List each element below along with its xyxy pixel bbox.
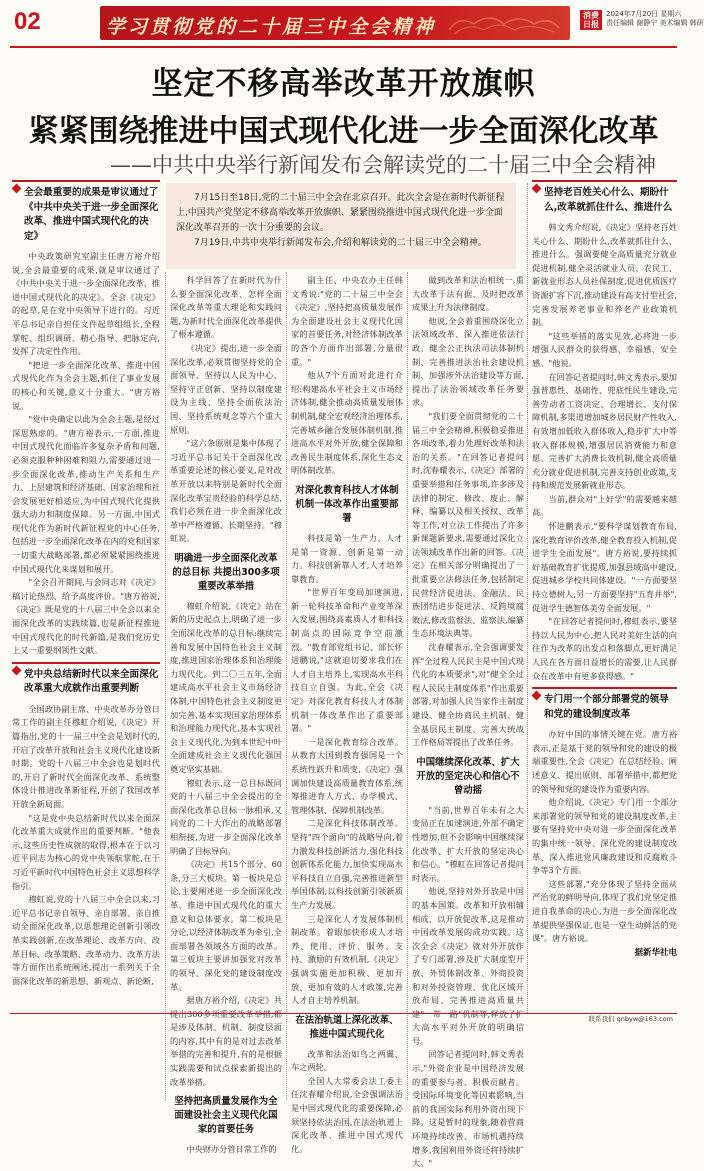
- body-paragraph: 怀进鹏表示,"要科学谋划教育布局,深化教育评价改革,健全教育投入机制,促进学生全面发展"。唐方裕说,要持续抓好基础教育扩优提质,加强县域高中建设,促进城乡学校共同体建设。"一方面要坚持立德树人,另一方面要坚持"五育并举",促进学生德智体美劳全面发展。": [532, 521, 677, 613]
- body-paragraph: 韩文秀介绍说,《决定》坚持老百姓关心什么、期盼什么,改革就抓住什么、推进什么。强调要健全高质量充分就业促进机制,健全灵活就业人员、农民工、新就业形态人员社保制度,促进优质医疗资源扩容下沉,推动建设有高支付型社会,完善发展养老事业和养老产业政策机制。: [532, 222, 677, 328]
- section-heading: 在法治轨道上深化改革、推进中国式现代化: [295, 1014, 399, 1040]
- body-paragraph: 中央财办分管日常工作的: [186, 1144, 277, 1155]
- headline-subtitle: [110, 149, 680, 179]
- column-divider: [407, 272, 408, 1100]
- body-paragraph: 回答记者提问时,韩文秀表示,"外资企业是中国经济发展的重要参与者、积极贡献者。受国际环境变化等因素影响,当前的我国实际利用外资出现下降。这是暂时的现象,随着营商环境持续改善、市场机遇持续增多,我国利用外资还将持续扩大。": [412, 1049, 524, 1169]
- issue-editors: 责任编辑 谢静宁 美术编辑 韩研: [606, 19, 704, 27]
- body-paragraph: 办好中国的事情关键在党。唐方裕表示,正是基于党的领导和党的建设的极端重要性,全会《决定》在总结经验、阐述意义、提出原则、部署举措中,都把党的领导和党的建设作为重要内容。: [532, 729, 677, 794]
- body-paragraph: "把进一步全面深化改革、推进中国式现代化作为全会主题,抓住了事业发展的核心和关键,意义十分重大。"唐方裕说。: [12, 359, 160, 411]
- section-heading: 对深化教育科技人才体制机制一体改革作出重要部署: [295, 484, 399, 524]
- page-number: 02: [14, 8, 41, 35]
- newspaper-logo-text: 消费日报: [583, 11, 599, 29]
- column-divider: [527, 183, 528, 1013]
- body-paragraph: 他说,坚持对外开放是中国的基本国策。改革和开放相辅相成、以开放促改革,这是推动中国改革发展的成功实践。这次全会《决定》就对外开放作了专门部署,涉及扩大制度型开放、外贸体制改革、外商投资和对外投资管理、优化区域开放布局、完善推进高质量共建"一带一路"机制等,释放了扩大高水平对外开放的明确信号。: [412, 886, 524, 1046]
- body-paragraph: 副主任、中央农办主任韩文秀说:"党的二十届三中全会《决定》,坚持把高质量发展作为全面建设社会主义现代化国家的首要任务,对经济体制改革的各个方面作出部署,分量很重。": [291, 275, 403, 367]
- section-heading: 明确进一步全面深化改革的总目标 共提出300多项重要改革举措: [172, 552, 280, 592]
- page-header: [0, 0, 704, 46]
- body-paragraph: 穆虹表示,这一总目标既同党的十八届三中全会提出的全面深化改革总目标一脉相承,又同党的二十大作出的战略部署相衔接,为进一步全面深化改革明确了目标导向。: [170, 777, 282, 856]
- issue-date: 2024年7月20日 星期六: [606, 10, 682, 18]
- body-paragraph: 全国人大常委会法工委主任沈春耀介绍说,全会强调法治是中国式现代化的重要保障,必须坚持依法治国,在法治轨道上深化改革、推进中国式现代化。: [291, 1075, 403, 1154]
- cloud-ornament-icon: [444, 10, 564, 36]
- body-paragraph: 他从7个方面对此进行介绍:构建高水平社会主义市场经济体制,健全推动高质量发展体制机制,健全宏观经济治理体系,完善城乡融合发展体制机制,推进高水平对外开放,健全保障和改善民生制度体系,深化生态文明体制改革。: [291, 370, 403, 476]
- body-paragraph: "这是党中央总结新时代以来全面深化改革重大成就作出的重要判断。"他表示,这些历史性成就的取得,根本在于以习近平同志为核心的党中央领航掌舵,在于习近平新时代中国特色社会主义思想科学指引。: [12, 812, 160, 891]
- body-paragraph: 科技是第一生产力、人才是第一资源、创新是第一动力。科技创新靠人才,人才培养靠教育。: [291, 532, 403, 584]
- body-paragraph: 他介绍说,《决定》专门用一个部分来部署党的领导和党的建设制度改革,主要有坚持党中央对进一步全面深化改革的集中统一领导、深化党的建设制度改革、深入推进党风廉政建设和反腐败斗争等3个方面。: [532, 797, 677, 876]
- footer-divider: [10, 1013, 677, 1014]
- body-paragraph: 当前,群众对"上好学"的需要越来越高。: [532, 493, 677, 518]
- body-paragraph: 二是深化科技体制改革。坚持"四个面向"的战略导向,着力激发科技创新活力,强化科技创新体系化能力,加快实现高水平科技自立自强,完善推进新型举国体制,以科技创新引领新质生产力发展。: [291, 818, 403, 910]
- intro-box: [166, 183, 516, 269]
- body-paragraph: "当前,世界百年未有之大变局正在加速演进,外部不确定性增加,但不会影响中国继续深化改革、扩大开放的坚定决心和信心。"穆虹在回答记者提问时表示。: [412, 804, 524, 883]
- body-paragraph: 这些部署,"充分体现了坚持全面从严治党的鲜明导向,体现了我们党坚定推进自我革命的决心,为进一步全面深化改革提供坚强保证,也是一堂生动鲜活的党课"。唐方裕说。: [532, 878, 677, 944]
- column-divider: [165, 272, 166, 1100]
- body-paragraph: "全会召开期间,与会同志对《决定》稿讨论热烈、给予高度评价。"唐方裕说,《决定》既是党的十八届三中全会以来全面深化改革的实践续篇,也是新征程推进中国式现代化的时代新篇,是我们党历史上又一重要纲领性文献。: [12, 577, 160, 656]
- column-divider: [286, 272, 287, 1100]
- issue-info: [606, 10, 704, 28]
- body-paragraph: 科学回答了在新时代为什么要全面深化改革、怎样全面深化改革等重大理论和实践问题,为新时代全面深化改革提供了根本遵循。: [170, 275, 282, 340]
- body-paragraph: "党中央确定以此为全会主题,是经过深思熟虑的。"唐方裕表示,一方面,推进中国式现代化面临许多复杂矛盾和问题,必须克服种种困难和阻力,需要通过进一步全面深化改革,推动生产关系和生产力、上层建筑和经济基础、国家治理和社会发展更好相适应,为中国式现代化提供强大动力和制度保障。另一方面,中国式现代化作为新时代新征程党的中心任务,包括进一步全面深化改革在内的党和国家一切重大战略部署,都必须紧紧围绕推进中国式现代化来谋划和展开。: [12, 414, 160, 574]
- article-column-3: [291, 274, 403, 1154]
- headline-line-2: 紧紧围绕推进中国式现代化进一步全面深化改革: [28, 114, 659, 149]
- body-paragraph: 中央政策研究室副主任唐方裕介绍说,全会最重要的成果,就是审议通过了《中共中央关于进一步全面深化改革、推进中国式现代化的决定》。全会《决定》的起草,是在党中央领导下进行的。习近平总书记亲自担任文件起草组组长,全程掌舵、组织调研、精心指导、把脉定向,发挥了决定性作用。: [12, 251, 160, 357]
- body-paragraph: "这些举措的落实见效,必将进一步增强人民群众的获得感、幸福感、安全感。"他说。: [532, 330, 677, 368]
- section-heading: 专门用一个部分部署党的领导和党的建设制度改革: [532, 687, 677, 722]
- article-column-2: [170, 274, 282, 1155]
- body-paragraph: 做到改革和法治相统一,重大改革于法有据、及时把改革成果上升为法律制度。: [412, 275, 524, 313]
- body-paragraph: 沈春耀表示,全会强调要发挥"全过程人民民主是中国式现代化的本质要求",对"健全全过程人民民主制度体系"作出重要部署,对加强人民当家作主制度建设、健全协商民主机制、健全基层民主制度、完善大统战工作格局等提出了改革任务。: [412, 642, 524, 748]
- body-paragraph: "在回答记者提问时,穆虹表示,要坚持以人民为中心,把人民对美好生活的向往作为改革的出发点和落脚点,更好满足人民在各方面日益增长的需要,让人民群众在改革中有更多获得感。": [532, 616, 677, 681]
- section-heading: 坚持把高质量发展作为全面建设社会主义现代化国家的首要任务: [174, 1096, 278, 1136]
- intro-paragraph: 7月15日至18日,党的二十届三中全会在北京召开。此次全会是在新时代新征程上,中国共产党坚定不移高举改革开放旗帜、紧紧围绕推进中国式现代化进一步全面深化改革召开的一次十分重要的会议。: [176, 193, 505, 233]
- body-paragraph: 改革和法治如鸟之两翼、车之两轮。: [291, 1048, 403, 1073]
- section-heading: 中国继续深化改革、扩大开放的坚定决心和信心不曾动摇: [416, 756, 520, 796]
- section-heading: 党中央总结新时代以来全面深化改革重大成就作出重要判断: [12, 662, 160, 697]
- section-heading: 全会最重要的成果是审议通过了《中共中央关于进一步全面深化改革、推进中国式现代化的决定》: [12, 180, 160, 244]
- body-paragraph: 在回答记者提问时,韩文秀表示,要加强普惠性、基础性、兜底性民生建设,完善劳动者工资决定、合理增长、支付保障机制,多渠道增加城乡居民财产性收入,有效增加低收入群体收入,稳步扩大中等收入群体规模,增强居民消费能力和意愿。完善扩大消费长效机制,健全高质量充分就业促进机制,完善支持创业政策,支持和规范发展新就业形态。: [532, 371, 677, 491]
- header-divider: [10, 46, 677, 48]
- article-column-1: [12, 176, 160, 1012]
- body-paragraph: 全国政协副主席、中央改革办分管日常工作的副主任穆虹介绍说,《决定》开篇指出,党的十一届三中全会是划时代的,开启了改革开放和社会主义现代化建设新时期。党的十八届三中全会也是划时代的,开启了新时代全面深化改革、系统整体设计推进改革新征程,开创了我国改革开放全新局面。: [12, 703, 160, 809]
- section-heading: 坚持老百姓关心什么、期盼什么,改革就抓住什么、推进什么: [532, 180, 677, 215]
- article-source: 据新华社电: [634, 947, 677, 958]
- body-paragraph: 《决定》提出,进一步全面深化改革,必须贯彻坚持党的全面领导、坚持以人民为中心、坚持守正创新、坚持以制度建设为主线、坚持全面依法治国、坚持系统观念等六个重大原则。: [170, 342, 282, 435]
- body-paragraph: 《决定》共15个部分、60条,分三大板块。第一板块是总论,主要阐述进一步全面深化改革、推进中国式现代化的重大意义和总体要求。第二板块是分论,以经济体制改革为牵引,全面部署各领域各方面的改革。第三板块主要讲加强党对改革的领导、深化党的建设制度改革。: [170, 859, 282, 992]
- newspaper-logo: [580, 10, 602, 30]
- intro-paragraph: 7月19日,中共中央举行新闻发布会,介绍和解读党的二十届三中全会精神。: [194, 238, 487, 248]
- body-paragraph: "世界百年变局加速演进,新一轮科技革命和产业变革深入发展,围绕高素质人才和科技制高点的国际竞争空前激烈。"教育部党组书记、部长怀进鹏说,"这就迫切要求我们在人才自主培养上,实现高水平科技自立自强。为此,全会《决定》对深化教育科技人才体制机制一体改革作出了重要部署。": [291, 587, 403, 734]
- headline-line-1: 坚定不移高举改革开放旗帜: [151, 66, 536, 102]
- body-paragraph: 穆虹说,党的十八届三中全会以来,习近平总书记亲自领导、亲自部署、亲自推动全面深化改革,以思想理论创新引领改革实践创新,在改革理论、改革方向、改革目标、改革策略、改革动力、改革方法等方面作出系统阐述,提出一系列关于全面深化改革的新思想、新观点、新论断,: [12, 894, 160, 986]
- body-paragraph: 穆虹介绍说,《决定》站在新的历史起点上,明确了进一步全面深化改革的总目标:继续完善和发展中国特色社会主义制度,推进国家治理体系和治理能力现代化。到二〇三五年,全面建成高水平社会主义市场经济体制,中国特色社会主义制度更加完善,基本实现国家治理体系和治理能力现代化,基本实现社会主义现代化,为到本世纪中叶全面建成社会主义现代化强国奠定坚实基础。: [170, 600, 282, 774]
- section-banner-title: 学习贯彻党的二十届三中全会精神: [106, 16, 437, 38]
- body-paragraph: 一是深化教育综合改革。从教育大国到教育强国是一个系统性跃升和质变,《决定》强调加快建设高质量教育体系,统筹推进育人方式、办学模式、管理体制、保障机制改革。: [291, 736, 403, 815]
- body-paragraph: 他说,全会着重围绕深化立法领域改革、深入推进依法行政、健全公正执法司法体制机制、完善推进法治社会建设机制、加强涉外法治建设等方面,提出了法治领域改革任务要求。: [412, 315, 524, 408]
- body-paragraph: "我们要全面贯彻党的二十届三中全会精神,积极稳妥推进各项改革,着力处理好改革和法治的关系。"在回答记者提问时,沈春耀表示,《决定》部署的重要举措和任务事项,许多涉及法律的制定、修改、废止、解释、编纂以及相关授权、改革等工作,对立法工作提出了许多新课题新要求,需要通过深化立法领域改革作出新的回答。《决定》在相关部分明确提出了一批重要立法修法任务,包括制定民营经济促进法、金融法、民族团结进步促进法、反跨境腐败法,修改监督法、监察法,编纂生态环境法典等。: [412, 410, 524, 639]
- footer-contact: 联系我们 qnbyw@163.com: [588, 1015, 673, 1023]
- section-banner: [100, 6, 570, 40]
- body-paragraph: 据唐方裕介绍,《决定》共提出300多项重要改革举措,都是涉及体制、机制、制度层面的内容,其中有的是对过去改革举措的完善和提升,有的是根据实践需要和试点探索新提出的改革举措。: [170, 995, 282, 1087]
- body-paragraph: 三是深化人才发展体制机制改革。着眼加快形成人才培养、使用、评价、服务、支持、激励的有效机制,《决定》强调实施更加积极、更加开放、更加有效的人才政策,完善人才自主培养机制。: [291, 913, 403, 1006]
- subtitle-text: ——中共中央举行新闻发布会解读党的二十届三中全会精神: [110, 153, 656, 177]
- article-column-5: [532, 176, 677, 1012]
- article-column-4: [412, 274, 524, 1169]
- body-paragraph: "这六条原则是集中体现了习近平总书记关于全面深化改革重要论述的核心要义,是对改革开放以来特别是新时代全面深化改革宝贵经验的科学总结,我们必须在进一步全面深化改革中严格遵循、长期坚持。"穆虹说。: [170, 438, 282, 544]
